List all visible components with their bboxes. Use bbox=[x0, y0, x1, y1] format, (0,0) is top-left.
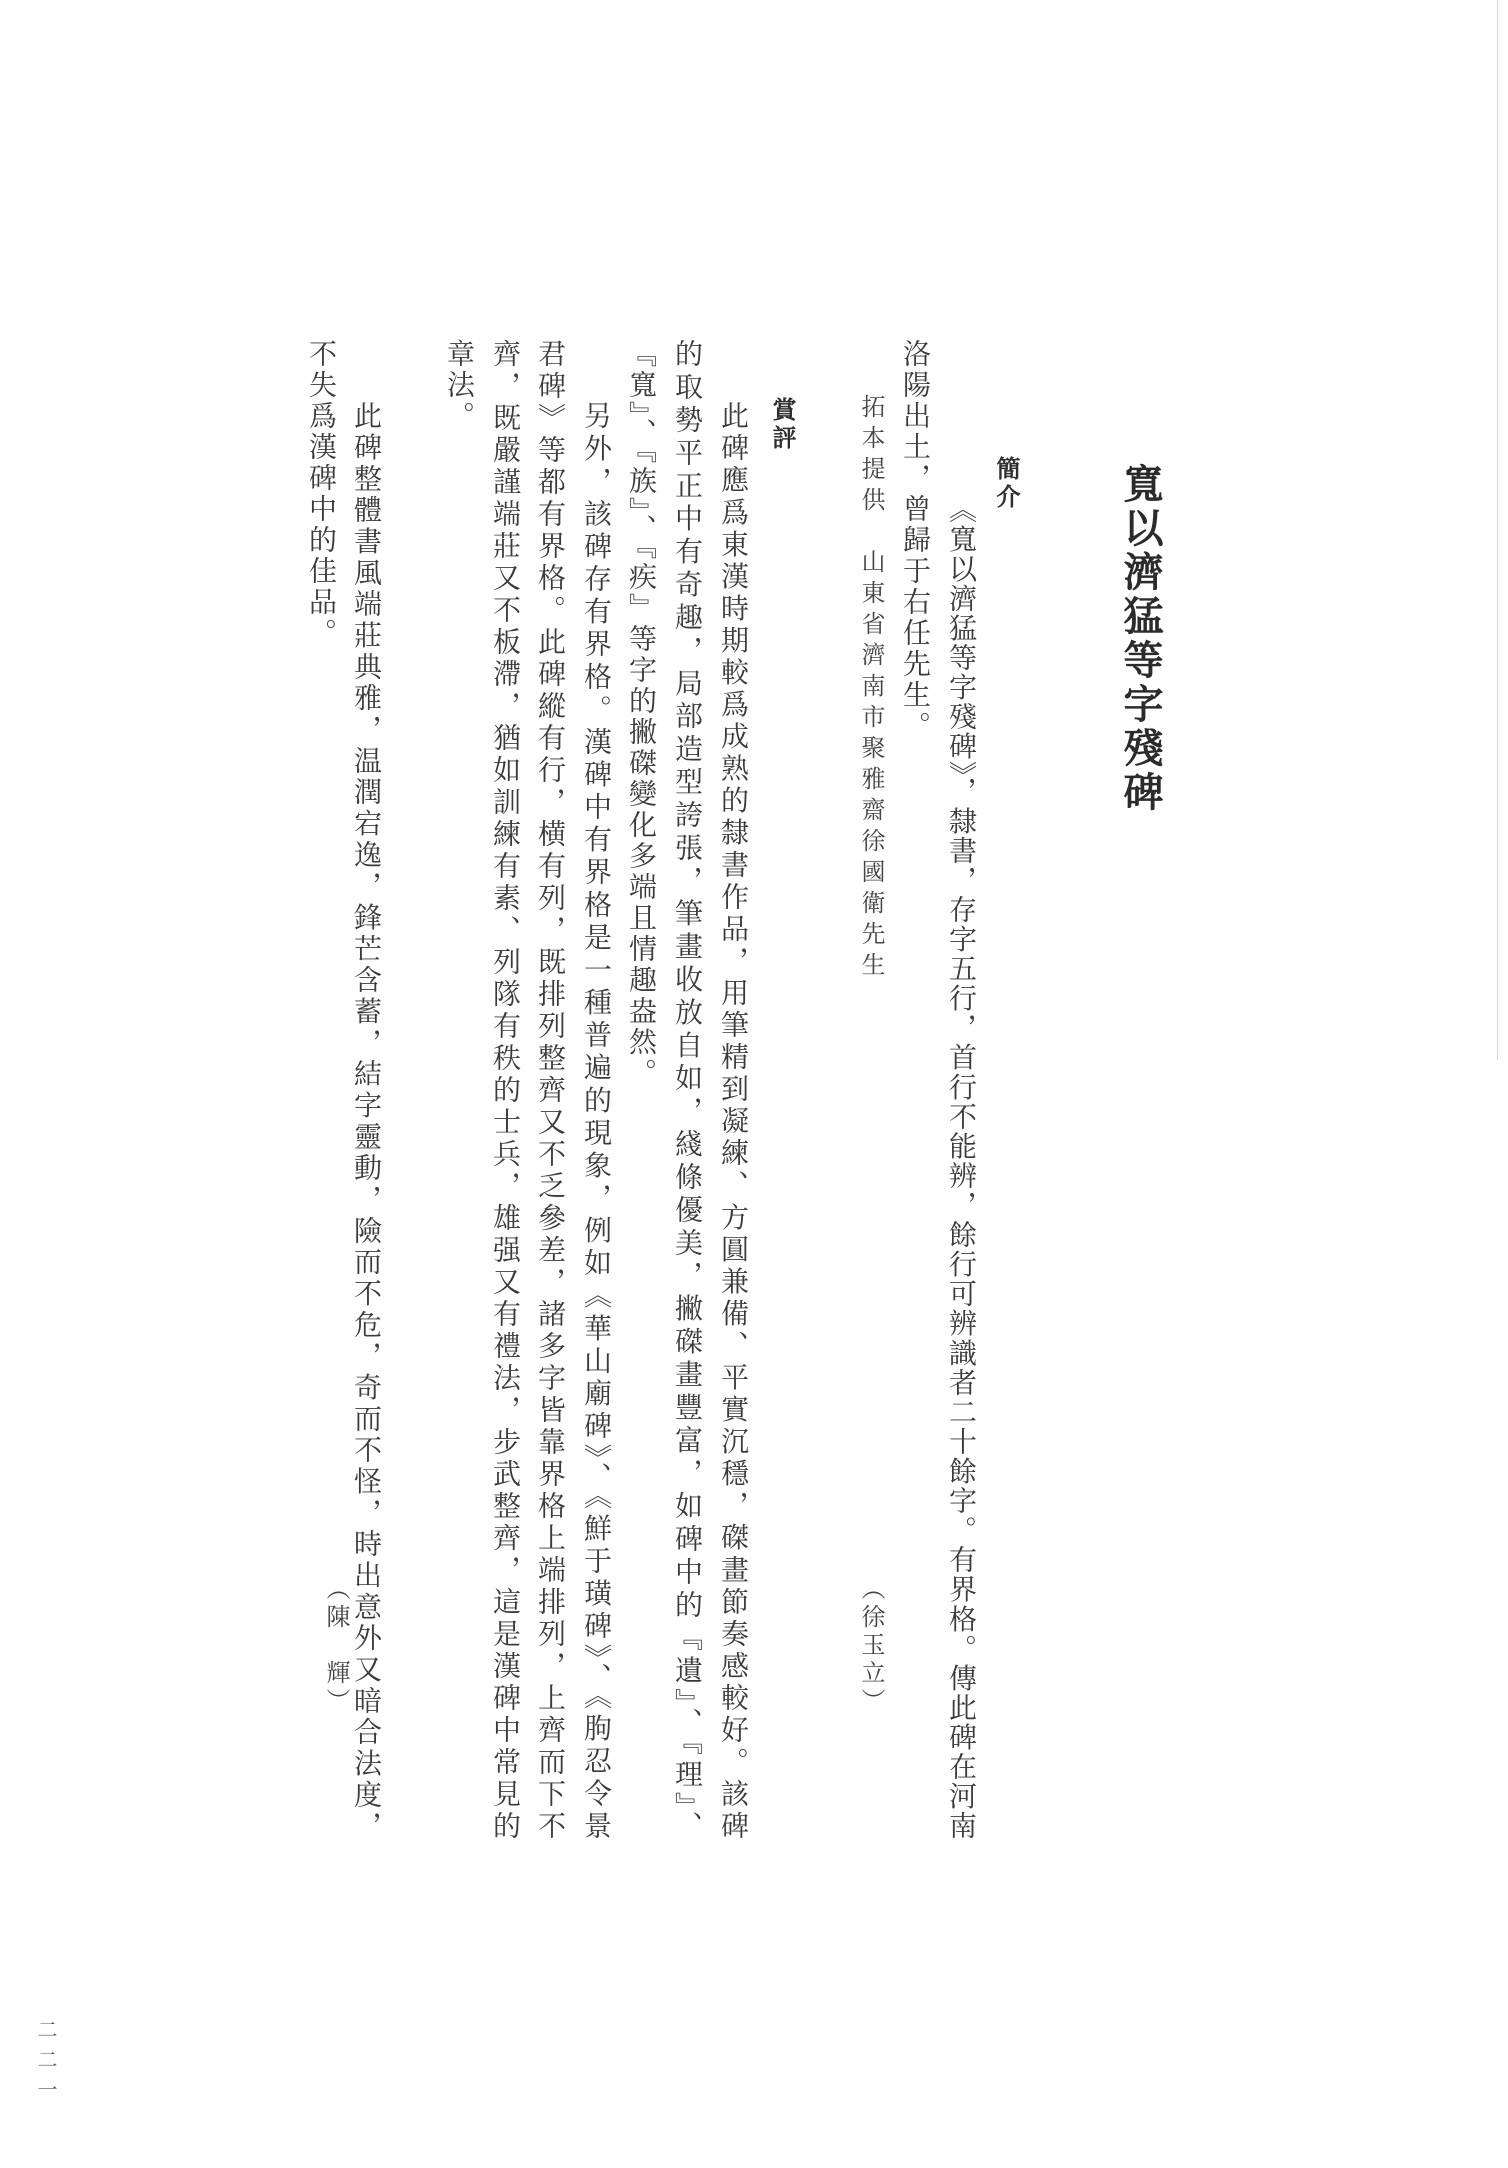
review-heading: 賞評 bbox=[768, 397, 797, 453]
intro-text-line: 《寬以濟猛等字殘碑》，隸書，存字五行，首行不能辨，餘行可辨識者二十餘字。有界格。傳此碑在河南 bbox=[945, 495, 978, 1839]
review-text-line: 不失爲漢碑中的佳品。 bbox=[305, 339, 338, 649]
intro-author: （徐玉立） bbox=[857, 1576, 885, 1716]
review-text-line: 另外，該碑存有界格。漢碑中有界格是一種普遍的現象，例如《華山廟碑》、《鮮于璜碑》、《朐忍令景 bbox=[580, 401, 613, 1839]
page-title: 寬以濟猛等字殘碑 bbox=[1117, 463, 1164, 815]
review-text-line: 君碑》等都有界格。此碑縱有行，横有列，既排列整齊又不乏參差，諸多字皆靠界格上端排列，上齊而下不 bbox=[534, 339, 567, 1839]
page-number: 二二一 bbox=[34, 2019, 58, 2109]
page-edge-line bbox=[1497, 0, 1498, 1060]
review-text-line: 章法。 bbox=[443, 339, 476, 432]
intro-heading: 簡介 bbox=[992, 456, 1021, 512]
review-author: （陳 輝） bbox=[322, 1576, 350, 1716]
review-text-line: 此碑整體書風端莊典雅，温潤宕逸，鋒芒含蓄，結字靈動，險而不危，奇而不怪，時出意外又暗合法度， bbox=[350, 401, 383, 1839]
review-text-line: 此碑應爲東漢時期較爲成熟的隸書作品，用筆精到凝練、方圓兼備、平實沉穩，磔畫節奏感較好。該碑 bbox=[717, 401, 750, 1839]
rubbing-credit: 拓本提供 山東省濟南市聚雅齋徐國衛先生 bbox=[857, 394, 885, 983]
review-text-line: 的取勢平正中有奇趣，局部造型誇張，筆畫收放自如，綫條優美，撇磔畫豐富，如碑中的『遺』、『理』、 bbox=[671, 339, 704, 1839]
review-text-line: 齊，既嚴謹端莊又不板滯，猶如訓練有素、列隊有秩的士兵，雄强又有禮法，步武整齊，這是漢碑中常見的 bbox=[489, 339, 522, 1839]
review-text-line: 『寬』、『族』、『疾』等字的撇磔變化多端且情趣盎然。 bbox=[625, 339, 658, 1089]
intro-text-line: 洛陽出土，曾歸于右任先生。 bbox=[899, 339, 932, 742]
